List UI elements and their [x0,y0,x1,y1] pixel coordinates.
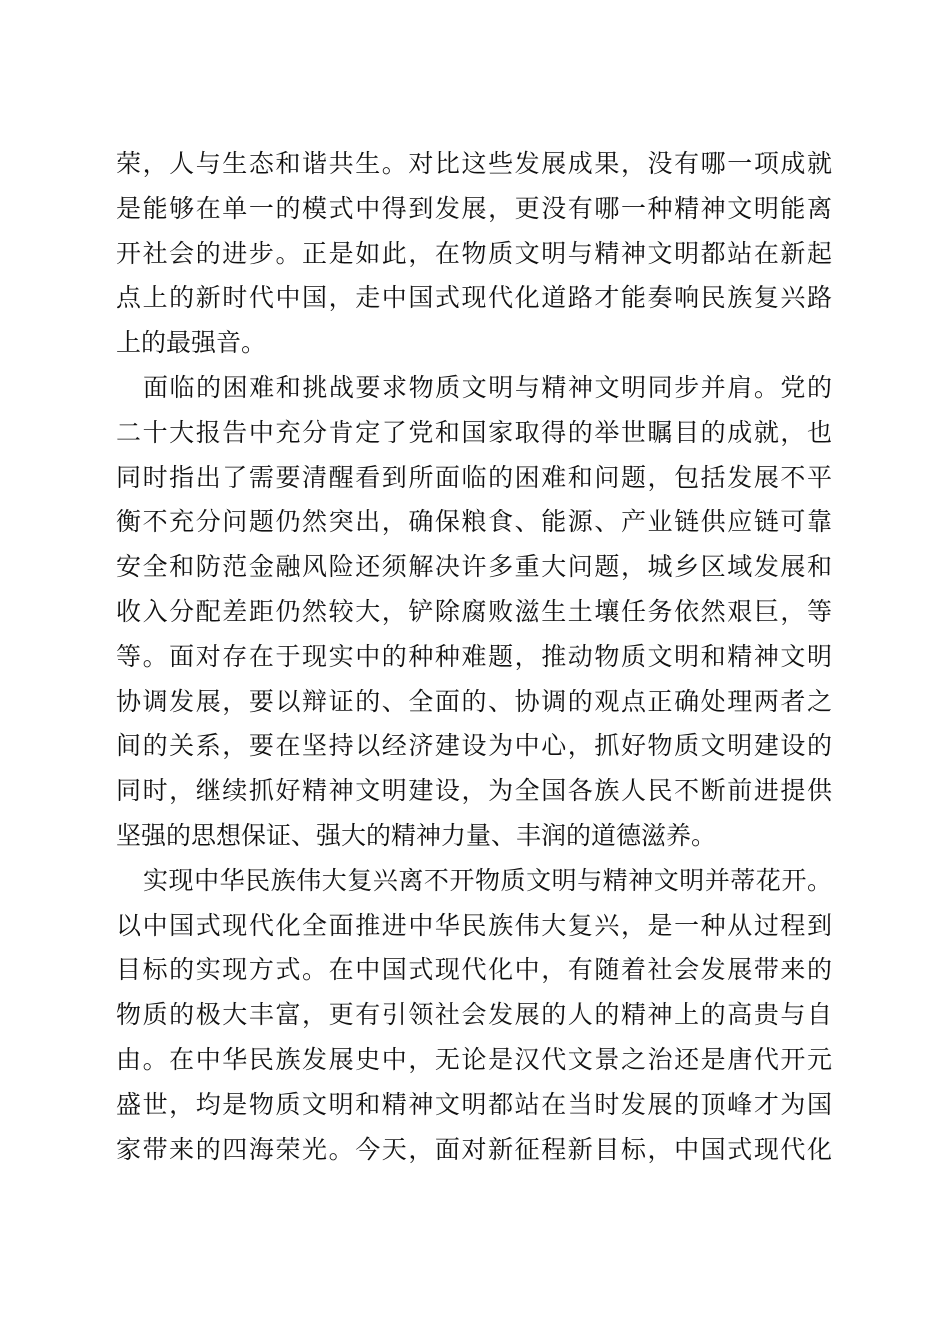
document-page [116,142,832,1172]
text-line: 物质的极大丰富，更有引领社会发展的人的精神上的高贵与自 [116,1000,832,1030]
text-line: 收入分配差距仍然较大，铲除腐败滋生土壤任务依然艰巨，等 [116,596,832,626]
text-line: 同时，继续抓好精神文明建设，为全国各族人民不断前进提供 [116,776,832,806]
text-line: 实现中华民族伟大复兴离不开物质文明与精神文明并蒂花开。 [143,865,832,895]
text-line: 上的最强音。 [116,328,267,358]
text-line: 衡不充分问题仍然突出，确保粮食、能源、产业链供应链可靠 [116,507,832,537]
text-line: 由。在中华民族发展史中，无论是汉代文景之治还是唐代开元 [116,1044,832,1074]
text-line: 是能够在单一的模式中得到发展，更没有哪一种精神文明能离 [116,193,832,223]
text-line: 开社会的进步。正是如此，在物质文明与精神文明都站在新起 [116,238,832,268]
text-line: 二十大报告中充分肯定了党和国家取得的举世瞩目的成就，也 [116,417,832,447]
text-line: 点上的新时代中国，走中国式现代化道路才能奏响民族复兴路 [116,283,832,313]
text-line: 盛世，均是物质文明和精神文明都站在当时发展的顶峰才为国 [116,1089,832,1119]
text-line: 以中国式现代化全面推进中华民族伟大复兴，是一种从过程到 [116,910,832,940]
text-line: 面临的困难和挑战要求物质文明与精神文明同步并肩。党的 [143,372,832,402]
text-line: 目标的实现方式。在中国式现代化中，有随着社会发展带来的 [116,955,832,985]
text-line: 间的关系，要在坚持以经济建设为中心，抓好物质文明建设的 [116,731,832,761]
text-line: 安全和防范金融风险还须解决许多重大问题，城乡区域发展和 [116,552,832,582]
text-line: 等。面对存在于现实中的种种难题，推动物质文明和精神文明 [116,641,832,671]
text-line: 协调发展，要以辩证的、全面的、协调的观点正确处理两者之 [116,686,832,716]
paragraph-3 [116,859,832,1173]
text-line: 家带来的四海荣光。今天，面对新征程新目标，中国式现代化 [116,1134,832,1164]
paragraph-1 [116,142,832,366]
text-line: 同时指出了需要清醒看到所面临的困难和问题，包括发展不平 [116,462,832,492]
text-line: 荣，人与生态和谐共生。对比这些发展成果，没有哪一项成就 [116,149,832,178]
text-line: 坚强的思想保证、强大的精神力量、丰润的道德滋养。 [116,820,717,850]
paragraph-2 [116,366,832,859]
